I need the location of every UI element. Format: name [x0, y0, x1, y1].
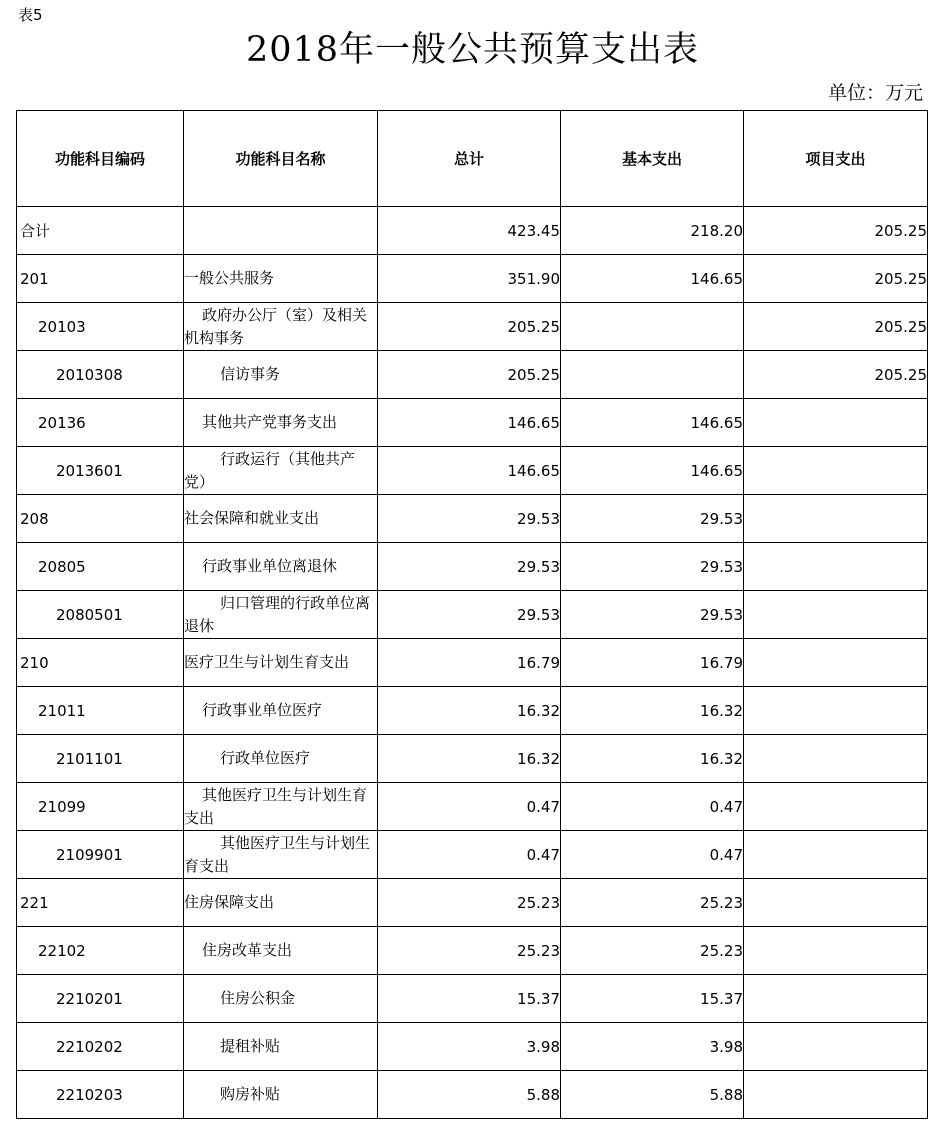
cell-code: 2101101 — [17, 735, 184, 783]
table-row — [17, 447, 928, 495]
cell-total: 205.25 — [378, 303, 561, 351]
cell-project — [744, 831, 928, 879]
cell-project — [744, 687, 928, 735]
table-row — [17, 255, 928, 303]
cell-project: 205.25 — [744, 351, 928, 399]
table-row — [17, 639, 928, 687]
cell-total: 25.23 — [378, 927, 561, 975]
table-row — [17, 735, 928, 783]
cell-project — [744, 1071, 928, 1119]
cell-project — [744, 639, 928, 687]
table-row — [17, 399, 928, 447]
cell-code: 221 — [17, 879, 184, 927]
cell-total: 146.65 — [378, 399, 561, 447]
cell-basic: 16.79 — [561, 639, 744, 687]
cell-basic: 15.37 — [561, 975, 744, 1023]
cell-name: 行政事业单位医疗 — [184, 687, 378, 735]
column-header-name: 功能科目名称 — [184, 111, 378, 207]
cell-name: 行政运行（其他共产党） — [184, 447, 378, 495]
table-row — [17, 783, 928, 831]
cell-code: 合计 — [17, 207, 184, 255]
column-header-total: 总计 — [378, 111, 561, 207]
cell-project — [744, 1023, 928, 1071]
cell-name: 住房公积金 — [184, 975, 378, 1023]
cell-project — [744, 879, 928, 927]
column-header-basic: 基本支出 — [561, 111, 744, 207]
cell-name: 社会保障和就业支出 — [184, 495, 378, 543]
cell-basic: 29.53 — [561, 495, 744, 543]
cell-basic: 0.47 — [561, 831, 744, 879]
table-row — [17, 207, 928, 255]
cell-total: 25.23 — [378, 879, 561, 927]
cell-total: 16.32 — [378, 735, 561, 783]
cell-project — [744, 591, 928, 639]
cell-basic: 16.32 — [561, 735, 744, 783]
cell-total: 16.79 — [378, 639, 561, 687]
cell-basic: 29.53 — [561, 543, 744, 591]
cell-project — [744, 927, 928, 975]
column-header-project: 项目支出 — [744, 111, 928, 207]
table-number: 表5 — [18, 6, 43, 24]
cell-name: 归口管理的行政单位离退休 — [184, 591, 378, 639]
cell-name: 其他医疗卫生与计划生育支出 — [184, 783, 378, 831]
cell-total: 351.90 — [378, 255, 561, 303]
cell-total: 15.37 — [378, 975, 561, 1023]
cell-code: 210 — [17, 639, 184, 687]
cell-name: 一般公共服务 — [184, 255, 378, 303]
cell-name: 住房保障支出 — [184, 879, 378, 927]
cell-project — [744, 495, 928, 543]
cell-project — [744, 543, 928, 591]
table-row — [17, 303, 928, 351]
page-title: 2018年一般公共预算支出表 — [245, 30, 700, 70]
cell-name: 信访事务 — [184, 351, 378, 399]
cell-total: 5.88 — [378, 1071, 561, 1119]
cell-code: 2013601 — [17, 447, 184, 495]
table-row — [17, 687, 928, 735]
table-row — [17, 831, 928, 879]
cell-code: 2109901 — [17, 831, 184, 879]
cell-basic: 218.20 — [561, 207, 744, 255]
cell-name: 购房补贴 — [184, 1071, 378, 1119]
cell-total: 146.65 — [378, 447, 561, 495]
cell-name: 其他共产党事务支出 — [184, 399, 378, 447]
cell-code: 20103 — [17, 303, 184, 351]
cell-code: 21011 — [17, 687, 184, 735]
unit-label: 单位：万元 — [827, 82, 923, 104]
cell-name: 行政事业单位离退休 — [184, 543, 378, 591]
cell-total: 205.25 — [378, 351, 561, 399]
cell-project — [744, 975, 928, 1023]
table-row — [17, 543, 928, 591]
table-row — [17, 1023, 928, 1071]
cell-basic: 146.65 — [561, 447, 744, 495]
cell-total: 29.53 — [378, 543, 561, 591]
cell-project: 205.25 — [744, 207, 928, 255]
cell-total: 29.53 — [378, 495, 561, 543]
cell-project — [744, 735, 928, 783]
cell-project — [744, 399, 928, 447]
cell-code: 2210203 — [17, 1071, 184, 1119]
column-header-code: 功能科目编码 — [17, 111, 184, 207]
table-row — [17, 927, 928, 975]
cell-code: 21099 — [17, 783, 184, 831]
cell-code: 208 — [17, 495, 184, 543]
table-row — [17, 495, 928, 543]
cell-total: 3.98 — [378, 1023, 561, 1071]
cell-code: 2210202 — [17, 1023, 184, 1071]
table-row — [17, 879, 928, 927]
cell-code: 20805 — [17, 543, 184, 591]
cell-name: 其他医疗卫生与计划生育支出 — [184, 831, 378, 879]
table-row — [17, 975, 928, 1023]
cell-basic: 25.23 — [561, 927, 744, 975]
budget-table — [16, 110, 928, 1119]
cell-code: 2080501 — [17, 591, 184, 639]
cell-basic: 25.23 — [561, 879, 744, 927]
cell-total: 423.45 — [378, 207, 561, 255]
cell-total: 29.53 — [378, 591, 561, 639]
cell-name: 行政单位医疗 — [184, 735, 378, 783]
cell-basic: 16.32 — [561, 687, 744, 735]
cell-total: 0.47 — [378, 831, 561, 879]
cell-basic: 146.65 — [561, 399, 744, 447]
cell-basic: 0.47 — [561, 783, 744, 831]
cell-code: 2210201 — [17, 975, 184, 1023]
cell-basic: 146.65 — [561, 255, 744, 303]
cell-code: 20136 — [17, 399, 184, 447]
cell-name: 住房改革支出 — [184, 927, 378, 975]
cell-total: 0.47 — [378, 783, 561, 831]
cell-code: 201 — [17, 255, 184, 303]
cell-code: 22102 — [17, 927, 184, 975]
cell-project — [744, 783, 928, 831]
cell-basic — [561, 351, 744, 399]
cell-name — [184, 207, 378, 255]
table-row — [17, 591, 928, 639]
cell-basic: 5.88 — [561, 1071, 744, 1119]
cell-basic: 3.98 — [561, 1023, 744, 1071]
cell-project: 205.25 — [744, 303, 928, 351]
cell-basic: 29.53 — [561, 591, 744, 639]
cell-code: 2010308 — [17, 351, 184, 399]
cell-name: 提租补贴 — [184, 1023, 378, 1071]
cell-basic — [561, 303, 744, 351]
table-row — [17, 351, 928, 399]
table-body — [17, 207, 928, 1119]
cell-total: 16.32 — [378, 687, 561, 735]
cell-project: 205.25 — [744, 255, 928, 303]
cell-project — [744, 447, 928, 495]
cell-name: 政府办公厅（室）及相关机构事务 — [184, 303, 378, 351]
cell-name: 医疗卫生与计划生育支出 — [184, 639, 378, 687]
table-row — [17, 1071, 928, 1119]
table-header-row — [17, 111, 928, 207]
